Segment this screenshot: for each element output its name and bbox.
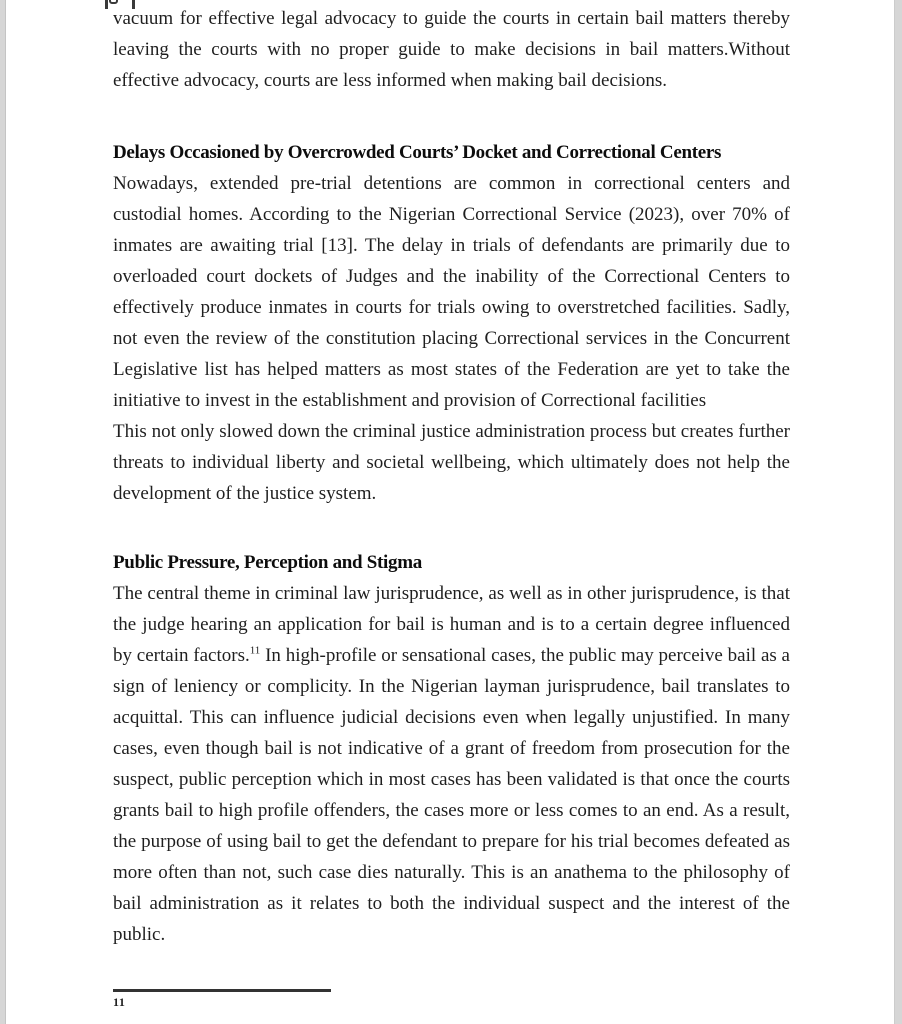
page-edge-right bbox=[894, 0, 902, 1024]
page-edge-left bbox=[0, 0, 6, 1024]
paragraph-delays-1: Nowadays, extended pre-trial detentions are common in correctional centers and custodial homes. According to the Nigerian Correctional Service (2023), over 70% of inmates are awaiting trial [13]. The delay in trials of defendants are primarily due to overloaded court dockets of Judges and the inability of the Correctional Centers to effectively produce inmates in courts for trials owing to overstretched facilities. Sadly, not even the review of the constitution placing Correctional services in the Concurrent Legislative list has helped matters as most states of the Federation are yet to take the initiative to invest in the establishment and provision of Correctional facilities bbox=[113, 173, 790, 411]
paragraph-text-after-footnote: In high-profile or sensational cases, the public may perceive bail as a sign of leniency or complicity. In the Nigerian layman jurisprudence, bail translates to acquittal. This can influence judicial decisions even when legally unjustified. In many cases, even though bail is not indicative of a grant of freedom from prosecution for the suspect, public perception which in most cases has been validated is that once the courts grants bail to high profile offenders, the cases more or less comes to an end. As a result, the purpose of using bail to get the defendant to prepare for his trial becomes defeated as more often than not, such case dies naturally. This is an anathema to the philosophy of bail administration as it relates to both the individual suspect and the interest of the public. bbox=[113, 645, 790, 945]
footnote-divider bbox=[113, 989, 331, 992]
intro-paragraph: vacuum for effective legal advocacy to guide the courts in certain bail matters thereby leaving the courts with no proper guide to make decisions in bail matters.Without effective advocacy, courts are less informed when making bail decisions. bbox=[113, 8, 790, 91]
section-heading-delays: Delays Occasioned by Overcrowded Courts’ Docket and Correctional Centers bbox=[113, 142, 722, 163]
footnote-area bbox=[113, 989, 413, 1008]
paragraph-delays-2: This not only slowed down the criminal justice administration process but creates further threats to individual liberty and societal wellbeing, which ultimately does not help the development of the justice system. bbox=[113, 421, 790, 504]
section-heading-public-pressure: Public Pressure, Perception and Stigma bbox=[113, 552, 422, 573]
footnote-reference-marker: 11 bbox=[249, 644, 261, 657]
footnote-number: 11 bbox=[113, 995, 126, 1009]
paragraph-text-before-footnote: The central theme in criminal law jurisprudence, as well as in other jurisprudence, is that the judge hearing an application for bail is human and is to a certain degree influenced by certain factors. bbox=[113, 583, 790, 666]
paragraph-public-pressure bbox=[113, 578, 790, 950]
page-content bbox=[113, 3, 790, 950]
